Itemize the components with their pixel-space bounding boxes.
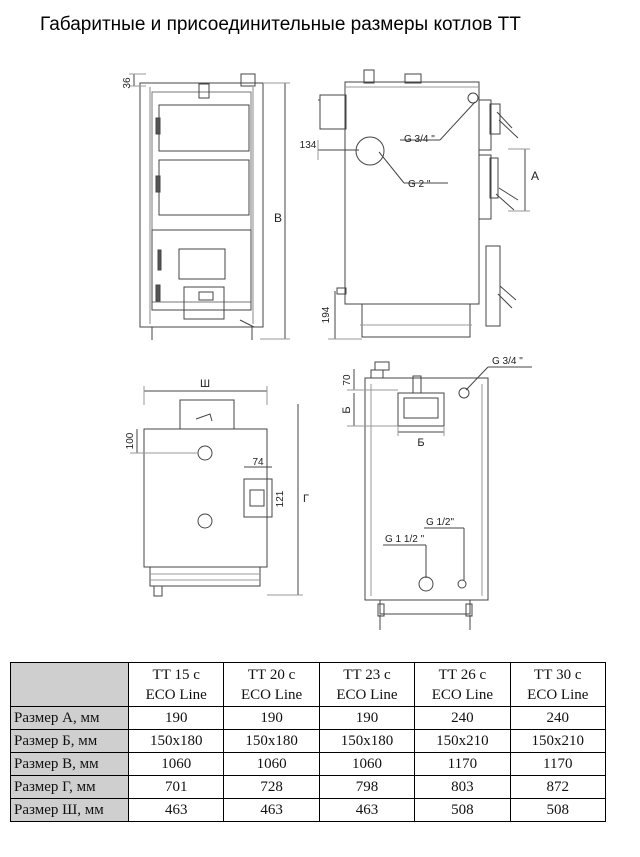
table-cell: 240 — [415, 707, 510, 730]
thread-g34-side: G 3/4 " — [404, 134, 435, 145]
table-cell: 1060 — [319, 753, 414, 776]
dim-b-label-vertical: Б — [341, 406, 353, 414]
front-view — [129, 74, 290, 340]
column-header: ТТ 20 с ECO Line — [224, 663, 319, 707]
side-view — [318, 70, 530, 339]
row-label: Размер Ш, мм — [11, 799, 129, 822]
table-row — [11, 799, 606, 822]
dim-g-label: Г — [303, 493, 309, 505]
table-cell: 190 — [224, 707, 319, 730]
table-cell: 240 — [510, 707, 605, 730]
dim-v-label: В — [273, 211, 282, 225]
table-row — [11, 776, 606, 799]
dim-100-label: 100 — [125, 432, 136, 450]
dim-70-label: 70 — [342, 374, 353, 386]
table-row — [11, 753, 606, 776]
thread-g12-back: G 1/2" — [426, 517, 455, 528]
row-label: Размер В, мм — [11, 753, 129, 776]
table-cell: 1060 — [224, 753, 319, 776]
table-row — [11, 707, 606, 730]
table-cell: 1170 — [510, 753, 605, 776]
thread-g2-side: G 2 " — [408, 179, 431, 190]
dim-194-label: 194 — [321, 306, 332, 324]
table-cell: 1060 — [129, 753, 224, 776]
row-label: Размер А, мм — [11, 707, 129, 730]
dim-121-label: 121 — [275, 490, 286, 508]
table-cell: 150x180 — [129, 730, 224, 753]
table-row — [11, 730, 606, 753]
dim-sh-label: Ш — [199, 378, 211, 390]
table-cell: 190 — [319, 707, 414, 730]
dimensions-table — [10, 662, 606, 822]
table-cell: 701 — [129, 776, 224, 799]
table-cell: 150x180 — [319, 730, 414, 753]
table-cell: 150x210 — [415, 730, 510, 753]
table-cell: 872 — [510, 776, 605, 799]
page-title: Габаритные и присоединительные размеры котлов ТТ — [40, 14, 521, 35]
dim-b-label-horizontal: Б — [417, 437, 425, 449]
table-cell: 463 — [224, 799, 319, 822]
column-header: ТТ 15 с ECO Line — [129, 663, 224, 707]
table-cell: 463 — [319, 799, 414, 822]
row-label: Размер Г, мм — [11, 776, 129, 799]
table-cell: 150x180 — [224, 730, 319, 753]
dim-134-label: 134 — [299, 140, 317, 151]
dim-36-label: 36 — [122, 77, 133, 89]
column-header: ТТ 23 с ECO Line — [319, 663, 414, 707]
table-cell: 463 — [129, 799, 224, 822]
table-cell: 803 — [415, 776, 510, 799]
thread-g34-back: G 3/4 " — [492, 356, 523, 367]
thread-g112-back: G 1 1/2 " — [385, 534, 425, 545]
back-view — [347, 362, 532, 630]
row-label: Размер Б, мм — [11, 730, 129, 753]
table-corner-cell — [11, 663, 129, 707]
table-cell: 150x210 — [510, 730, 605, 753]
dim-a-label: А — [531, 169, 540, 183]
column-header: ТТ 26 с ECO Line — [415, 663, 510, 707]
table-cell: 798 — [319, 776, 414, 799]
table-cell: 1170 — [415, 753, 510, 776]
table-cell: 508 — [415, 799, 510, 822]
table-header-row — [11, 663, 606, 707]
column-header: ТТ 30 с ECO Line — [510, 663, 605, 707]
table-cell: 508 — [510, 799, 605, 822]
table-cell: 728 — [224, 776, 319, 799]
table-cell: 190 — [129, 707, 224, 730]
dim-74-label: 74 — [252, 457, 264, 468]
